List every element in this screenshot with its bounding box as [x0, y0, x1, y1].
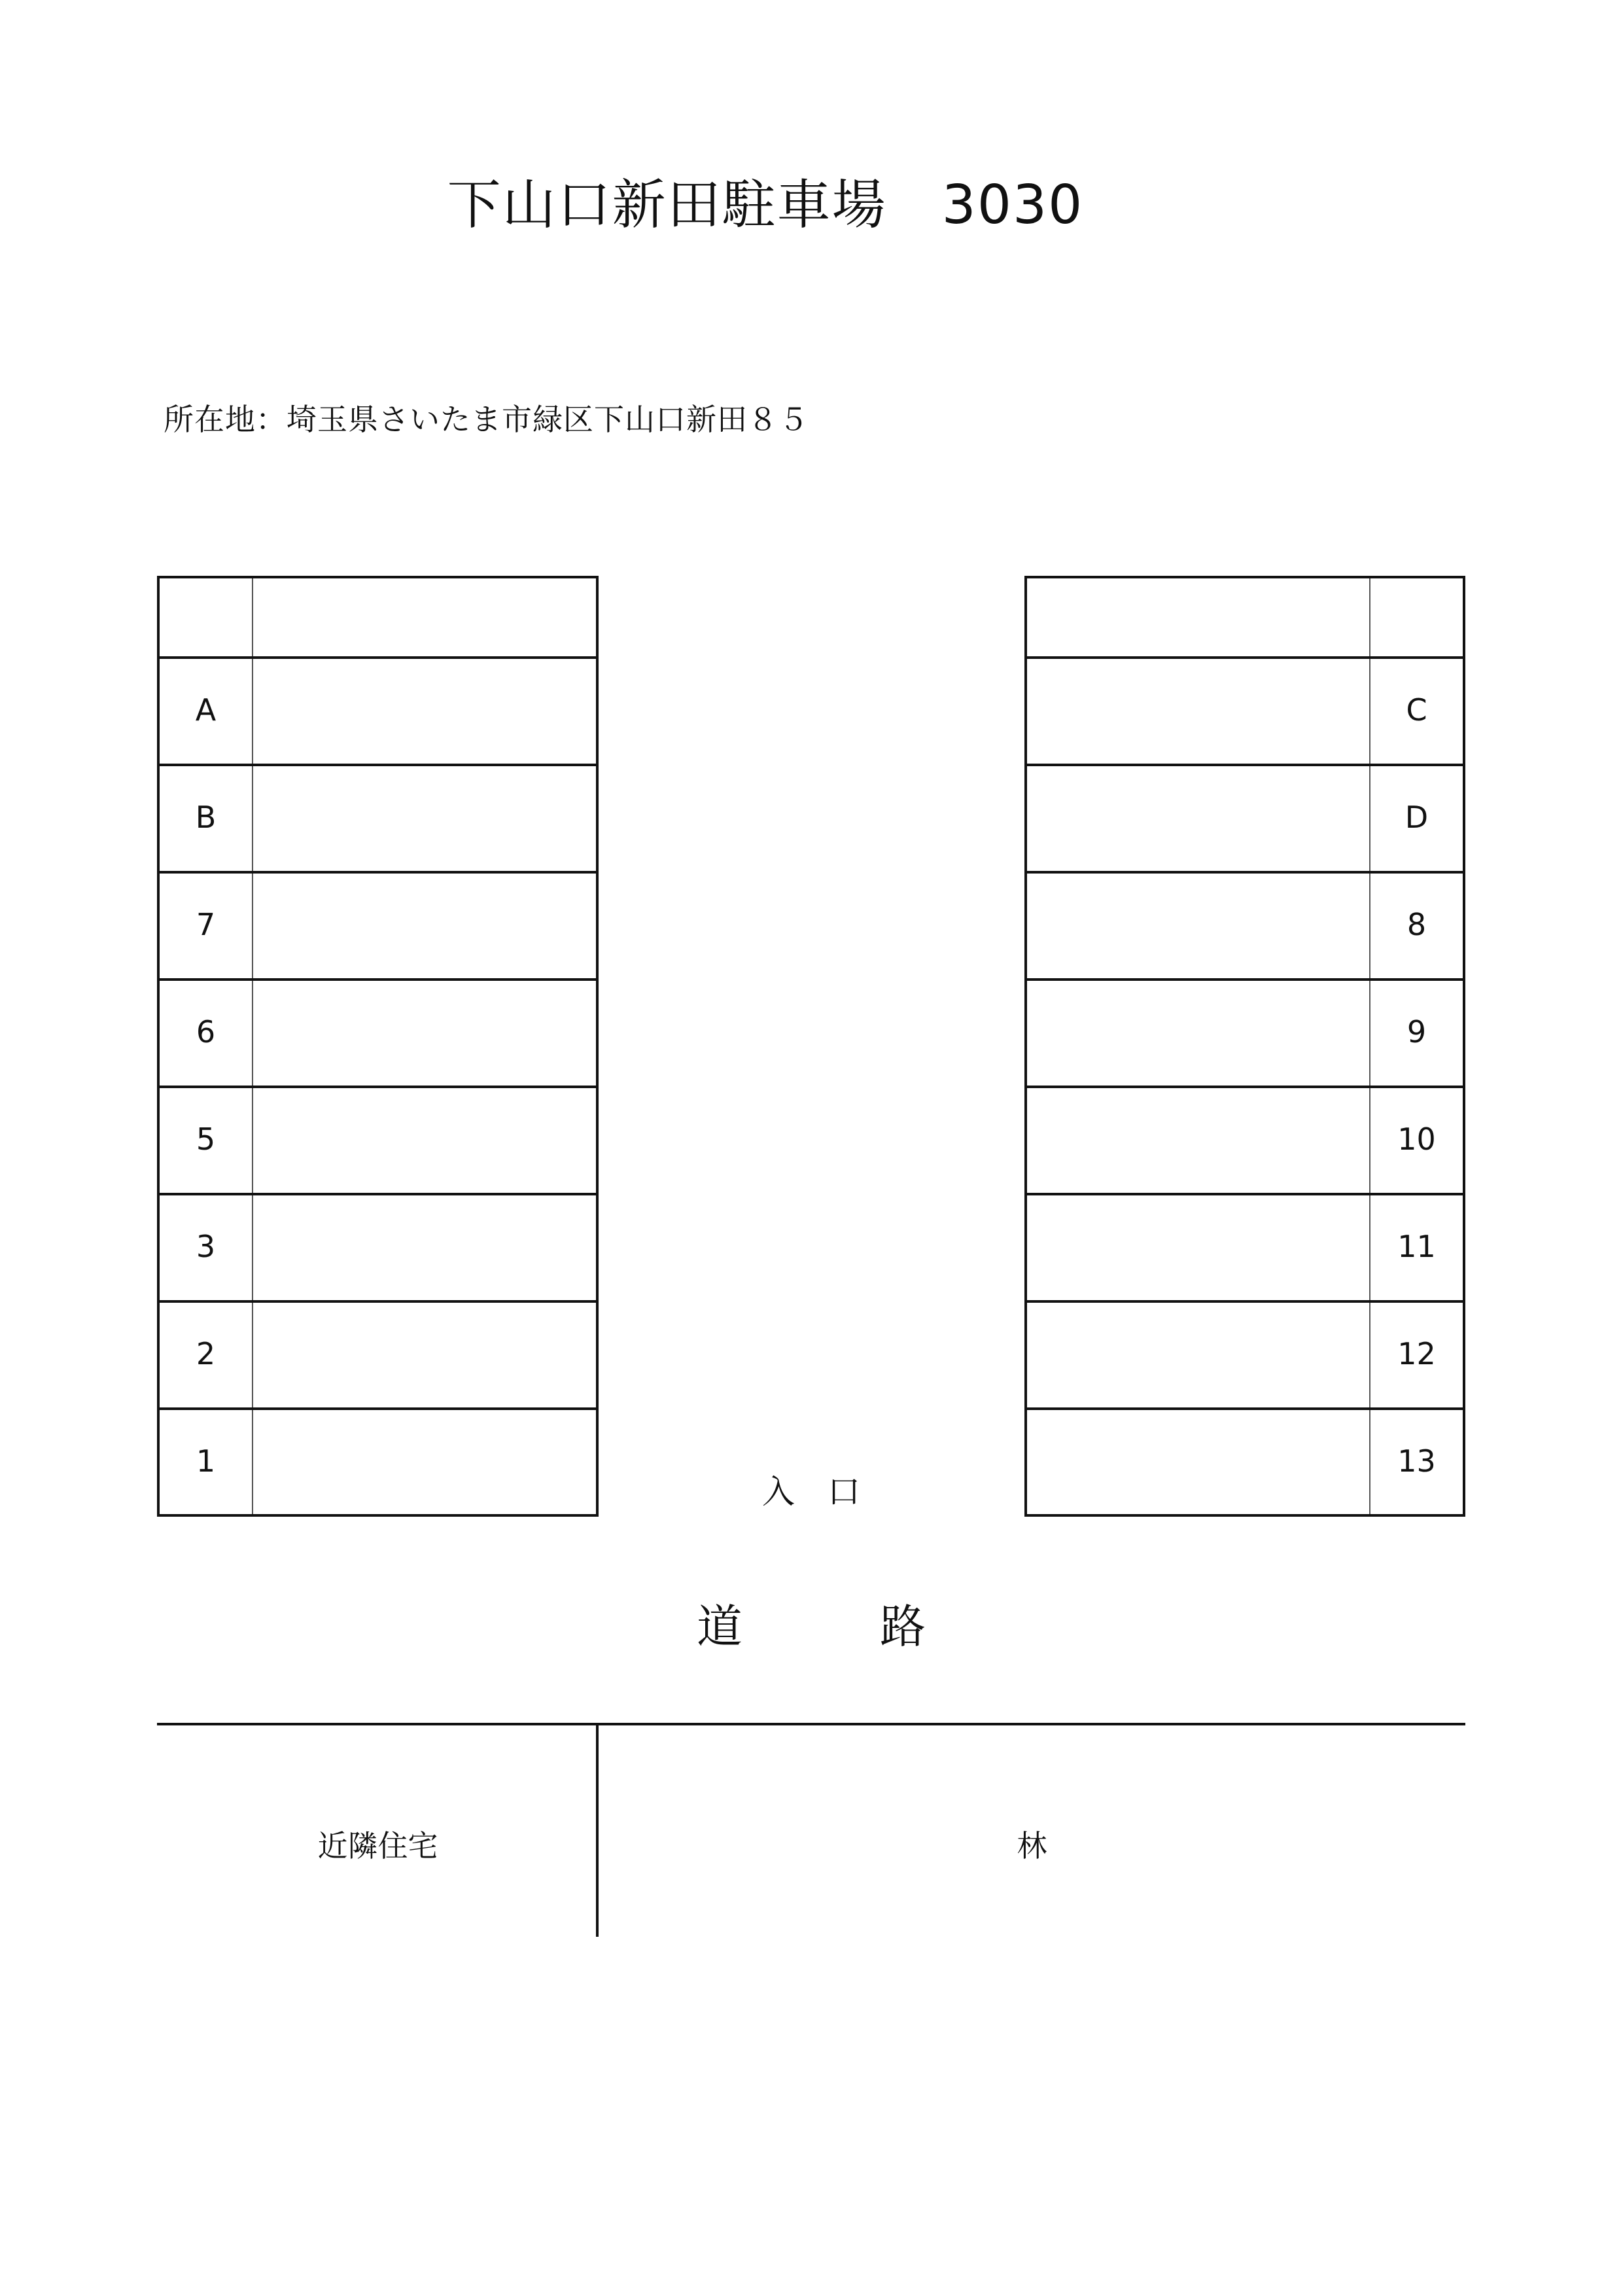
- space-label-left-4: 6: [196, 1014, 216, 1050]
- page-title: 下山口新田駐車場 3030: [447, 174, 1084, 236]
- address-text: 所在地：埼玉県さいたま市緑区下山口新田８５: [164, 402, 809, 437]
- left-label-divider: [252, 578, 253, 1514]
- space-label-right-3: 8: [1406, 907, 1427, 942]
- space-label-right-7: 12: [1397, 1336, 1436, 1371]
- neighbor-house-label: 近隣住宅: [317, 1828, 438, 1863]
- space-label-left-5: 5: [196, 1122, 216, 1157]
- forest-label: 林: [1017, 1828, 1047, 1863]
- space-label-right-1: C: [1406, 692, 1427, 728]
- space-label-left-2: B: [195, 800, 217, 835]
- road-boundary-line: [157, 1723, 1465, 1725]
- space-label-right-4: 9: [1406, 1014, 1427, 1050]
- space-label-left-6: 3: [196, 1229, 216, 1264]
- entrance-label: 入 口: [762, 1473, 860, 1511]
- space-label-right-5: 10: [1397, 1122, 1436, 1157]
- space-label-left-3: 7: [196, 907, 216, 942]
- space-label-right-2: D: [1405, 800, 1429, 835]
- space-label-right-6: 11: [1397, 1229, 1436, 1264]
- space-label-right-8: 13: [1397, 1443, 1436, 1479]
- space-label-left-8: 1: [196, 1443, 216, 1479]
- space-label-left-7: 2: [196, 1336, 216, 1371]
- road-label: 道 路: [697, 1600, 926, 1653]
- space-label-left-1: A: [195, 692, 217, 728]
